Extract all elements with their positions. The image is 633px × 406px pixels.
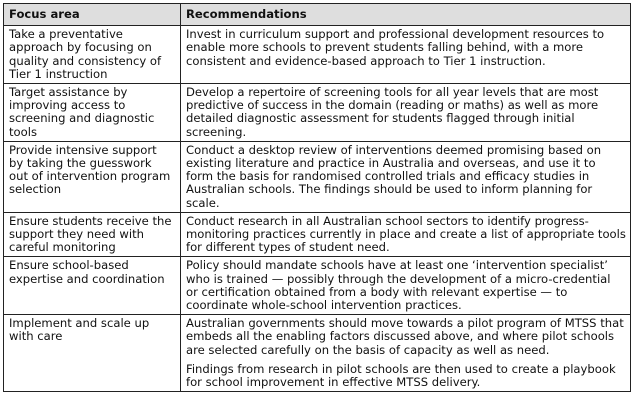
recommendation-cell <box>181 26 631 84</box>
focus-area-cell: Ensure students receive the support they need with careful monitoring <box>4 212 181 257</box>
recommendation-cell <box>181 84 631 142</box>
recommendations-table <box>3 3 631 392</box>
recommendation-cell <box>181 315 631 392</box>
table-row <box>4 26 631 84</box>
recommendation-text: Conduct research in all Australian school sectors to identify progress-monitoring practices currently in place and create a list of appropriate tools for different types of student need. <box>186 213 626 255</box>
recommendation-cell <box>181 141 631 212</box>
recommendation-text: Develop a repertoire of screening tools for all year levels that are most predictive of success in the domain (reading or maths) as well as more detailed diagnostic assessment for students flagged through initial screening. <box>186 85 599 139</box>
focus-area-cell: Provide intensive support by taking the guesswork out of intervention program selection <box>4 141 181 212</box>
table-row <box>4 212 631 257</box>
recommendation-text: Findings from research in pilot schools are then used to create a playbook for school improvement in effective MTSS delivery. <box>186 361 616 390</box>
table-header-row <box>4 4 631 26</box>
recommendation-text: Invest in curriculum support and professional development resources to enable more schools to prevent students falling behind, with a more consistent and evidence-based approach to Tier 1 instruction. <box>186 27 605 68</box>
table-row <box>4 84 631 142</box>
recommendation-text: Australian governments should move towards a pilot program of MTSS that embeds all the enabling factors discussed above, and where pilot schools are selected carefully on the basis of capacity as well as need. <box>186 316 624 357</box>
table-row <box>4 315 631 392</box>
focus-area-cell: Implement and scale up with care <box>4 315 181 392</box>
recommendation-cell <box>181 257 631 315</box>
focus-area-cell: Ensure school-based expertise and coordination <box>4 257 181 315</box>
recommendation-cell <box>181 212 631 257</box>
table-row <box>4 257 631 315</box>
table-row <box>4 141 631 212</box>
header-recommendations: Recommendations <box>181 4 631 26</box>
recommendation-text: Policy should mandate schools have at least one ‘intervention specialist’ who is trained — possibly through the development of a micro-credential or certification obtained from a body with relevant expertise — to coordinate whole-school intervention practices. <box>186 258 611 313</box>
focus-area-cell: Take a preventative approach by focusing on quality and consistency of Tier 1 instruction <box>4 26 181 84</box>
recommendations-table-wrapper <box>3 3 630 392</box>
recommendation-text: Conduct a desktop review of interventions deemed promising based on existing literature and practice in Australia and overseas, and use it to form the basis for randomised controlled trials and efficacy studies in Australian schools. The findings should be used to inform planning for scale. <box>186 142 602 210</box>
header-focus-area: Focus area <box>4 4 181 26</box>
focus-area-cell: Target assistance by improving access to screening and diagnostic tools <box>4 84 181 142</box>
